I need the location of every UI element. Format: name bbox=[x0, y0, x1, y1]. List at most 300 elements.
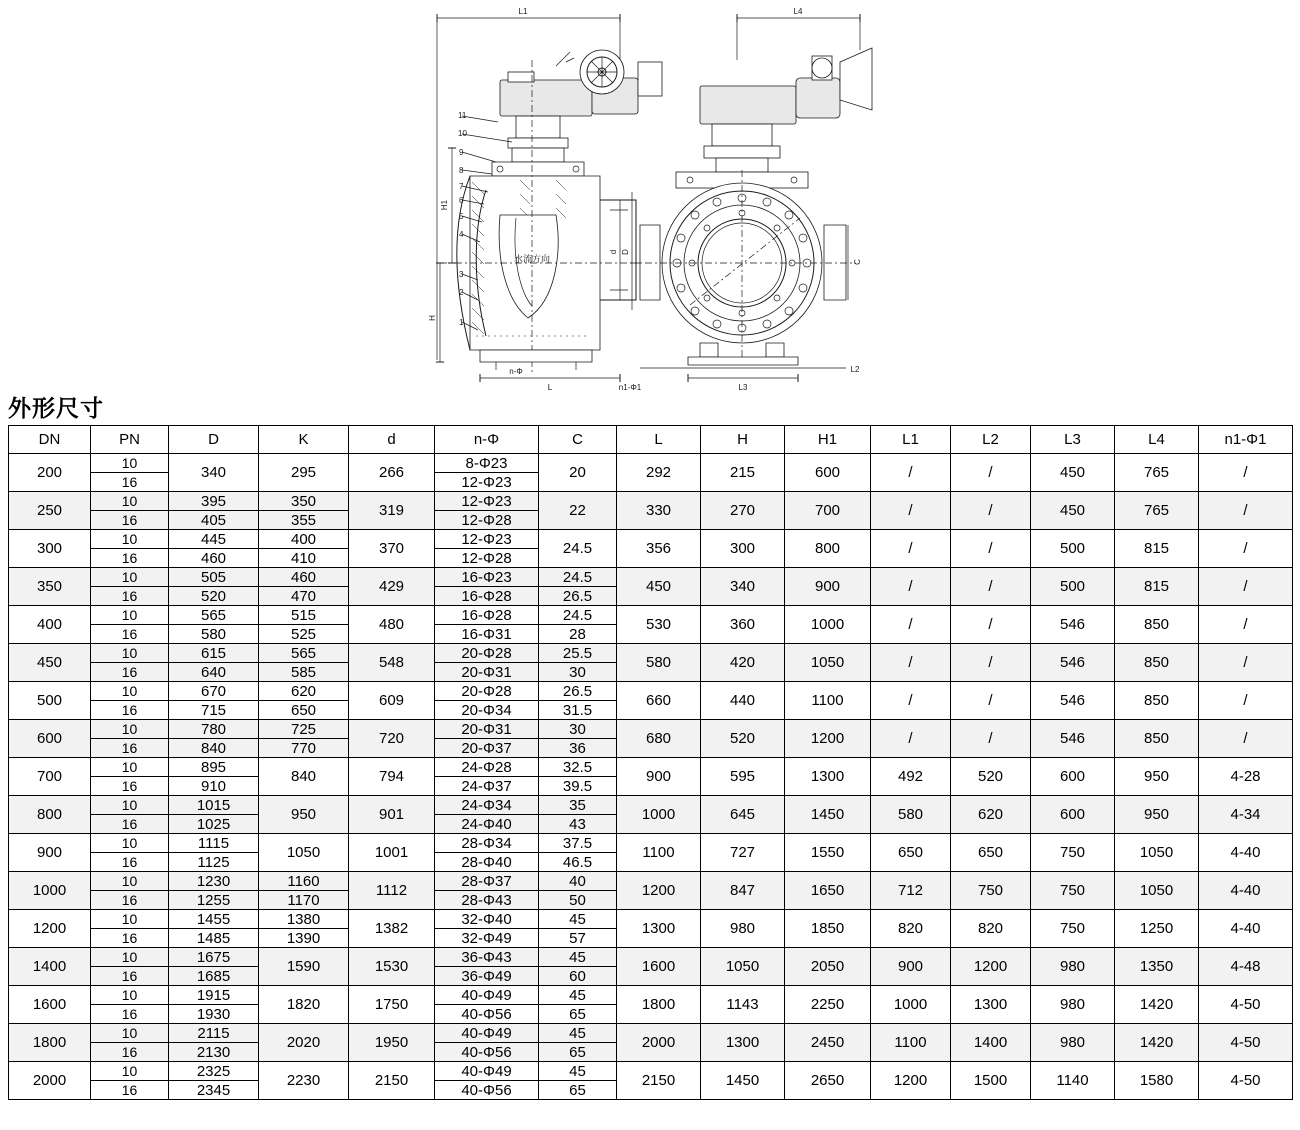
cell-l1: / bbox=[871, 454, 951, 492]
cell-h1: 1850 bbox=[785, 910, 871, 948]
cell-n-phi: 12-Φ23 bbox=[435, 473, 539, 492]
cell-l1: / bbox=[871, 644, 951, 682]
left-section-view bbox=[428, 7, 662, 392]
cell-h1: 700 bbox=[785, 492, 871, 530]
cell-k: 585 bbox=[259, 663, 349, 682]
cell-d-outer: 670 bbox=[169, 682, 259, 701]
cell-n-phi: 20-Φ31 bbox=[435, 720, 539, 739]
table-row bbox=[9, 1024, 1293, 1043]
cell-k: 350 bbox=[259, 492, 349, 511]
cell-n1-phi1: 4-40 bbox=[1199, 910, 1293, 948]
cell-l: 530 bbox=[617, 606, 701, 644]
cell-d-bore: 1001 bbox=[349, 834, 435, 872]
section-title: 外形尺寸 bbox=[8, 396, 104, 422]
cell-l2: 620 bbox=[951, 796, 1031, 834]
cell-l: 450 bbox=[617, 568, 701, 606]
cell-l3: 980 bbox=[1031, 1024, 1115, 1062]
cell-l1: 712 bbox=[871, 872, 951, 910]
col-header-dn: DN bbox=[9, 426, 91, 454]
cell-d-bore: 1950 bbox=[349, 1024, 435, 1062]
cell-n1-phi1: 4-50 bbox=[1199, 1024, 1293, 1062]
cell-l3: 500 bbox=[1031, 568, 1115, 606]
cell-h1: 600 bbox=[785, 454, 871, 492]
cell-d-bore: 1112 bbox=[349, 872, 435, 910]
table-row bbox=[9, 986, 1293, 1005]
svg-text:7: 7 bbox=[459, 182, 464, 191]
cell-l2: 520 bbox=[951, 758, 1031, 796]
cell-d-outer: 340 bbox=[169, 454, 259, 492]
cell-h1: 2050 bbox=[785, 948, 871, 986]
cell-l3: 546 bbox=[1031, 606, 1115, 644]
cell-h: 300 bbox=[701, 530, 785, 568]
cell-d-outer: 1025 bbox=[169, 815, 259, 834]
cell-l1: / bbox=[871, 530, 951, 568]
table-header-row bbox=[9, 426, 1293, 454]
cell-l3: 600 bbox=[1031, 796, 1115, 834]
cell-k: 1170 bbox=[259, 891, 349, 910]
cell-pn: 10 bbox=[91, 986, 169, 1005]
col-header-l4: L4 bbox=[1115, 426, 1199, 454]
cell-c: 32.5 bbox=[539, 758, 617, 777]
svg-text:5: 5 bbox=[459, 212, 464, 221]
cell-pn: 10 bbox=[91, 530, 169, 549]
cell-l4: 950 bbox=[1115, 758, 1199, 796]
col-header-h1: H1 bbox=[785, 426, 871, 454]
cell-h: 360 bbox=[701, 606, 785, 644]
cell-k: 1390 bbox=[259, 929, 349, 948]
cell-c: 65 bbox=[539, 1043, 617, 1062]
cell-pn: 16 bbox=[91, 1081, 169, 1100]
cell-dn: 900 bbox=[9, 834, 91, 872]
cell-pn: 10 bbox=[91, 454, 169, 473]
cell-h1: 1650 bbox=[785, 872, 871, 910]
cell-k: 2020 bbox=[259, 1024, 349, 1062]
cell-l: 900 bbox=[617, 758, 701, 796]
svg-text:H1: H1 bbox=[440, 199, 449, 211]
cell-pn: 16 bbox=[91, 929, 169, 948]
cell-n-phi: 28-Φ37 bbox=[435, 872, 539, 891]
cell-pn: 10 bbox=[91, 644, 169, 663]
cell-h1: 2650 bbox=[785, 1062, 871, 1100]
cell-h1: 1050 bbox=[785, 644, 871, 682]
cell-h: 727 bbox=[701, 834, 785, 872]
svg-text:L4: L4 bbox=[793, 7, 803, 16]
cell-h: 270 bbox=[701, 492, 785, 530]
cell-c: 39.5 bbox=[539, 777, 617, 796]
cell-l3: 546 bbox=[1031, 682, 1115, 720]
col-header-n-phi: n-Φ bbox=[435, 426, 539, 454]
col-header-l: L bbox=[617, 426, 701, 454]
svg-text:L: L bbox=[547, 383, 553, 392]
cell-l4: 765 bbox=[1115, 492, 1199, 530]
svg-text:H: H bbox=[428, 315, 437, 321]
table-row bbox=[9, 492, 1293, 511]
cell-l3: 980 bbox=[1031, 948, 1115, 986]
cell-d-outer: 715 bbox=[169, 701, 259, 720]
cell-k: 515 bbox=[259, 606, 349, 625]
cell-c: 20 bbox=[539, 454, 617, 492]
cell-pn: 16 bbox=[91, 891, 169, 910]
cell-pn: 16 bbox=[91, 587, 169, 606]
cell-h1: 900 bbox=[785, 568, 871, 606]
cell-d-outer: 2130 bbox=[169, 1043, 259, 1062]
cell-l3: 546 bbox=[1031, 720, 1115, 758]
cell-d-bore: 2150 bbox=[349, 1062, 435, 1100]
cell-k: 470 bbox=[259, 587, 349, 606]
cell-l2: 1300 bbox=[951, 986, 1031, 1024]
cell-h1: 1200 bbox=[785, 720, 871, 758]
cell-d-outer: 1455 bbox=[169, 910, 259, 929]
cell-pn: 16 bbox=[91, 967, 169, 986]
cell-n-phi: 40-Φ56 bbox=[435, 1005, 539, 1024]
cell-l: 292 bbox=[617, 454, 701, 492]
cell-n1-phi1: 4-40 bbox=[1199, 834, 1293, 872]
cell-pn: 10 bbox=[91, 606, 169, 625]
cell-dn: 1000 bbox=[9, 872, 91, 910]
cell-h1: 2250 bbox=[785, 986, 871, 1024]
cell-l1: 1200 bbox=[871, 1062, 951, 1100]
cell-pn: 16 bbox=[91, 739, 169, 758]
cell-k: 460 bbox=[259, 568, 349, 587]
cell-n-phi: 40-Φ49 bbox=[435, 1062, 539, 1081]
cell-d-outer: 1675 bbox=[169, 948, 259, 967]
cell-k: 650 bbox=[259, 701, 349, 720]
table-row bbox=[9, 568, 1293, 587]
cell-d-outer: 1930 bbox=[169, 1005, 259, 1024]
cell-pn: 16 bbox=[91, 663, 169, 682]
cell-pn: 16 bbox=[91, 1005, 169, 1024]
cell-c: 65 bbox=[539, 1081, 617, 1100]
cell-pn: 10 bbox=[91, 910, 169, 929]
cell-c: 45 bbox=[539, 1024, 617, 1043]
cell-pn: 16 bbox=[91, 625, 169, 644]
cell-l3: 546 bbox=[1031, 644, 1115, 682]
cell-d-outer: 1255 bbox=[169, 891, 259, 910]
table-row bbox=[9, 910, 1293, 929]
svg-text:8: 8 bbox=[459, 166, 464, 175]
svg-text:C: C bbox=[853, 259, 862, 265]
cell-c: 40 bbox=[539, 872, 617, 891]
cell-l4: 850 bbox=[1115, 720, 1199, 758]
cell-h: 1450 bbox=[701, 1062, 785, 1100]
cell-n1-phi1: / bbox=[1199, 644, 1293, 682]
cell-c: 50 bbox=[539, 891, 617, 910]
cell-c: 65 bbox=[539, 1005, 617, 1024]
cell-n-phi: 24-Φ40 bbox=[435, 815, 539, 834]
cell-n1-phi1: 4-50 bbox=[1199, 986, 1293, 1024]
cell-h: 847 bbox=[701, 872, 785, 910]
cell-c: 45 bbox=[539, 910, 617, 929]
cell-d-bore: 1750 bbox=[349, 986, 435, 1024]
cell-n1-phi1: / bbox=[1199, 720, 1293, 758]
cell-c: 37.5 bbox=[539, 834, 617, 853]
cell-l4: 1050 bbox=[1115, 834, 1199, 872]
svg-text:1: 1 bbox=[459, 318, 464, 327]
cell-k: 400 bbox=[259, 530, 349, 549]
cell-l2: / bbox=[951, 568, 1031, 606]
cell-n-phi: 28-Φ43 bbox=[435, 891, 539, 910]
cell-l1: / bbox=[871, 492, 951, 530]
table-row bbox=[9, 606, 1293, 625]
cell-l4: 1350 bbox=[1115, 948, 1199, 986]
svg-text:L2: L2 bbox=[850, 365, 860, 374]
cell-l1: / bbox=[871, 682, 951, 720]
col-header-l3: L3 bbox=[1031, 426, 1115, 454]
svg-text:10: 10 bbox=[458, 129, 467, 138]
cell-k: 725 bbox=[259, 720, 349, 739]
cell-h1: 2450 bbox=[785, 1024, 871, 1062]
cell-d-bore: 609 bbox=[349, 682, 435, 720]
cell-l3: 750 bbox=[1031, 910, 1115, 948]
cell-l3: 750 bbox=[1031, 872, 1115, 910]
cell-k: 295 bbox=[259, 454, 349, 492]
col-header-l2: L2 bbox=[951, 426, 1031, 454]
cell-dn: 2000 bbox=[9, 1062, 91, 1100]
cell-d-outer: 895 bbox=[169, 758, 259, 777]
cell-l: 1100 bbox=[617, 834, 701, 872]
table-row bbox=[9, 796, 1293, 815]
cell-l: 1800 bbox=[617, 986, 701, 1024]
cell-d-bore: 794 bbox=[349, 758, 435, 796]
cell-d-outer: 405 bbox=[169, 511, 259, 530]
cell-l2: / bbox=[951, 530, 1031, 568]
cell-l: 580 bbox=[617, 644, 701, 682]
cell-l: 330 bbox=[617, 492, 701, 530]
cell-d-outer: 580 bbox=[169, 625, 259, 644]
cell-c: 60 bbox=[539, 967, 617, 986]
cell-dn: 1400 bbox=[9, 948, 91, 986]
svg-text:9: 9 bbox=[459, 148, 464, 157]
cell-pn: 10 bbox=[91, 834, 169, 853]
cell-pn: 16 bbox=[91, 815, 169, 834]
cell-dn: 200 bbox=[9, 454, 91, 492]
cell-c: 46.5 bbox=[539, 853, 617, 872]
cell-pn: 10 bbox=[91, 682, 169, 701]
cell-h: 645 bbox=[701, 796, 785, 834]
cell-l1: / bbox=[871, 606, 951, 644]
table-row bbox=[9, 758, 1293, 777]
svg-text:4: 4 bbox=[459, 230, 464, 239]
cell-l3: 1140 bbox=[1031, 1062, 1115, 1100]
cell-d-bore: 901 bbox=[349, 796, 435, 834]
cell-k: 950 bbox=[259, 796, 349, 834]
cell-c: 57 bbox=[539, 929, 617, 948]
cell-n-phi: 16-Φ31 bbox=[435, 625, 539, 644]
col-header-h: H bbox=[701, 426, 785, 454]
cell-c: 45 bbox=[539, 948, 617, 967]
cell-dn: 800 bbox=[9, 796, 91, 834]
cell-k: 355 bbox=[259, 511, 349, 530]
cell-n-phi: 20-Φ37 bbox=[435, 739, 539, 758]
cell-k: 1380 bbox=[259, 910, 349, 929]
cell-d-outer: 445 bbox=[169, 530, 259, 549]
cell-n1-phi1: / bbox=[1199, 454, 1293, 492]
svg-text:6: 6 bbox=[459, 196, 464, 205]
cell-n-phi: 24-Φ37 bbox=[435, 777, 539, 796]
cell-d-outer: 615 bbox=[169, 644, 259, 663]
cell-h: 980 bbox=[701, 910, 785, 948]
col-header-n1-phi1: n1-Φ1 bbox=[1199, 426, 1293, 454]
cell-dn: 350 bbox=[9, 568, 91, 606]
cell-l2: 1400 bbox=[951, 1024, 1031, 1062]
cell-d-outer: 640 bbox=[169, 663, 259, 682]
cell-d-outer: 1230 bbox=[169, 872, 259, 891]
cell-d-bore: 370 bbox=[349, 530, 435, 568]
cell-l2: 820 bbox=[951, 910, 1031, 948]
cell-n1-phi1: / bbox=[1199, 682, 1293, 720]
cell-n-phi: 32-Φ49 bbox=[435, 929, 539, 948]
cell-d-bore: 720 bbox=[349, 720, 435, 758]
table-body bbox=[9, 454, 1293, 1100]
cell-l1: 1000 bbox=[871, 986, 951, 1024]
cell-c: 24.5 bbox=[539, 530, 617, 568]
cell-n1-phi1: / bbox=[1199, 606, 1293, 644]
cell-l2: 1500 bbox=[951, 1062, 1031, 1100]
table-row bbox=[9, 644, 1293, 663]
cell-l4: 850 bbox=[1115, 682, 1199, 720]
cell-l3: 750 bbox=[1031, 834, 1115, 872]
cell-l4: 1580 bbox=[1115, 1062, 1199, 1100]
cell-n-phi: 36-Φ49 bbox=[435, 967, 539, 986]
cell-d-outer: 520 bbox=[169, 587, 259, 606]
cell-l1: 650 bbox=[871, 834, 951, 872]
svg-text:n-Φ: n-Φ bbox=[509, 367, 523, 376]
cell-k: 1820 bbox=[259, 986, 349, 1024]
cell-n-phi: 40-Φ56 bbox=[435, 1043, 539, 1062]
cell-d-outer: 840 bbox=[169, 739, 259, 758]
cell-pn: 16 bbox=[91, 777, 169, 796]
cell-l2: / bbox=[951, 682, 1031, 720]
cell-l4: 1050 bbox=[1115, 872, 1199, 910]
cell-l4: 1420 bbox=[1115, 1024, 1199, 1062]
cell-dn: 250 bbox=[9, 492, 91, 530]
cell-pn: 10 bbox=[91, 568, 169, 587]
cell-c: 22 bbox=[539, 492, 617, 530]
cell-pn: 10 bbox=[91, 492, 169, 511]
cell-n1-phi1: 4-40 bbox=[1199, 872, 1293, 910]
cell-n-phi: 16-Φ23 bbox=[435, 568, 539, 587]
cell-l: 1300 bbox=[617, 910, 701, 948]
cell-n1-phi1: / bbox=[1199, 568, 1293, 606]
dimensions-table-wrapper bbox=[8, 425, 1292, 1100]
cell-dn: 1200 bbox=[9, 910, 91, 948]
cell-k: 1590 bbox=[259, 948, 349, 986]
cell-c: 25.5 bbox=[539, 644, 617, 663]
cell-n-phi: 20-Φ28 bbox=[435, 644, 539, 663]
cell-c: 24.5 bbox=[539, 606, 617, 625]
svg-text:2: 2 bbox=[459, 288, 464, 297]
cell-c: 30 bbox=[539, 720, 617, 739]
cell-h1: 1550 bbox=[785, 834, 871, 872]
cell-n1-phi1: 4-48 bbox=[1199, 948, 1293, 986]
cell-n-phi: 20-Φ34 bbox=[435, 701, 539, 720]
right-end-view bbox=[630, 7, 872, 392]
cell-c: 28 bbox=[539, 625, 617, 644]
cell-d-outer: 910 bbox=[169, 777, 259, 796]
cell-l3: 450 bbox=[1031, 454, 1115, 492]
cell-dn: 450 bbox=[9, 644, 91, 682]
cell-l4: 850 bbox=[1115, 606, 1199, 644]
svg-text:11: 11 bbox=[458, 111, 467, 120]
cell-pn: 16 bbox=[91, 473, 169, 492]
svg-text:3: 3 bbox=[459, 270, 464, 279]
cell-n-phi: 8-Φ23 bbox=[435, 454, 539, 473]
cell-d-outer: 2325 bbox=[169, 1062, 259, 1081]
cell-c: 26.5 bbox=[539, 682, 617, 701]
cell-h1: 1300 bbox=[785, 758, 871, 796]
svg-text:L1: L1 bbox=[518, 7, 528, 16]
cell-dn: 1600 bbox=[9, 986, 91, 1024]
col-header-k: K bbox=[259, 426, 349, 454]
svg-text:D: D bbox=[621, 249, 630, 255]
cell-l2: / bbox=[951, 720, 1031, 758]
cell-l2: 1200 bbox=[951, 948, 1031, 986]
cell-k: 2230 bbox=[259, 1062, 349, 1100]
table-row bbox=[9, 530, 1293, 549]
cell-pn: 10 bbox=[91, 872, 169, 891]
cell-pn: 16 bbox=[91, 853, 169, 872]
cell-l: 356 bbox=[617, 530, 701, 568]
cell-d-bore: 319 bbox=[349, 492, 435, 530]
cell-n1-phi1: 4-28 bbox=[1199, 758, 1293, 796]
cell-n1-phi1: / bbox=[1199, 492, 1293, 530]
cell-n-phi: 16-Φ28 bbox=[435, 587, 539, 606]
table-row bbox=[9, 720, 1293, 739]
cell-c: 35 bbox=[539, 796, 617, 815]
cell-n-phi: 32-Φ40 bbox=[435, 910, 539, 929]
drawing-svg bbox=[0, 0, 1300, 395]
cell-n-phi: 20-Φ28 bbox=[435, 682, 539, 701]
cell-l1: 820 bbox=[871, 910, 951, 948]
cell-c: 43 bbox=[539, 815, 617, 834]
cell-k: 1050 bbox=[259, 834, 349, 872]
col-header-d-small: d bbox=[349, 426, 435, 454]
cell-l2: / bbox=[951, 644, 1031, 682]
cell-d-outer: 1125 bbox=[169, 853, 259, 872]
cell-d-bore: 480 bbox=[349, 606, 435, 644]
valve-technical-drawing bbox=[0, 0, 1300, 395]
cell-d-bore: 266 bbox=[349, 454, 435, 492]
col-header-l1: L1 bbox=[871, 426, 951, 454]
cell-l3: 500 bbox=[1031, 530, 1115, 568]
cell-n-phi: 36-Φ43 bbox=[435, 948, 539, 967]
cell-d-outer: 460 bbox=[169, 549, 259, 568]
table-row bbox=[9, 872, 1293, 891]
cell-n-phi: 24-Φ34 bbox=[435, 796, 539, 815]
cell-h1: 1000 bbox=[785, 606, 871, 644]
cell-d-outer: 2115 bbox=[169, 1024, 259, 1043]
cell-c: 31.5 bbox=[539, 701, 617, 720]
cell-c: 24.5 bbox=[539, 568, 617, 587]
cell-pn: 10 bbox=[91, 1062, 169, 1081]
cell-pn: 16 bbox=[91, 701, 169, 720]
cell-n-phi: 40-Φ49 bbox=[435, 986, 539, 1005]
svg-text:n1-Φ1: n1-Φ1 bbox=[618, 383, 642, 392]
cell-k: 410 bbox=[259, 549, 349, 568]
svg-text:水流方向: 水流方向 bbox=[513, 255, 551, 265]
cell-l4: 815 bbox=[1115, 568, 1199, 606]
cell-k: 525 bbox=[259, 625, 349, 644]
cell-dn: 1800 bbox=[9, 1024, 91, 1062]
cell-c: 45 bbox=[539, 986, 617, 1005]
cell-k: 565 bbox=[259, 644, 349, 663]
cell-n-phi: 16-Φ28 bbox=[435, 606, 539, 625]
cell-pn: 10 bbox=[91, 1024, 169, 1043]
cell-h: 420 bbox=[701, 644, 785, 682]
cell-k: 840 bbox=[259, 758, 349, 796]
cell-d-outer: 1485 bbox=[169, 929, 259, 948]
cell-d-outer: 505 bbox=[169, 568, 259, 587]
